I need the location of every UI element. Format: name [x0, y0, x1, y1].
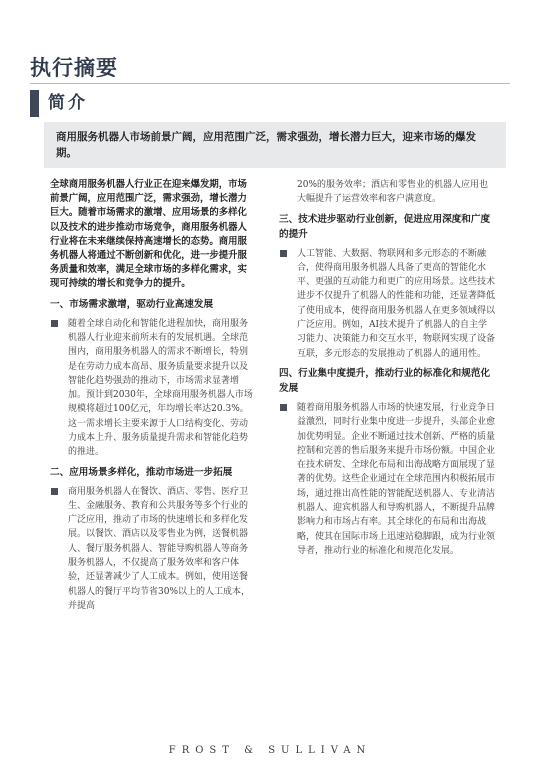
heading-industry-concentration: 四、行业集中度提升，推动行业的标准化和规范化发展: [279, 367, 491, 394]
heading-technology: 三、技术进步驱动行业创新，促进应用深度和广度的提升: [279, 213, 491, 240]
summary-highlight-box: [44, 122, 506, 168]
square-bullet-icon: [280, 404, 287, 411]
bullet-industry-concentration: [279, 401, 495, 558]
bullet-technology: [279, 247, 495, 361]
square-bullet-icon: [51, 320, 58, 327]
heading-application-scenarios: 二、应用场景多样化，推动市场进一步拓展: [50, 466, 233, 478]
left-column: [50, 178, 255, 617]
bullet-text: 随着全球自动化和智能化进程加快，商用服务机器人行业迎来前所未有的发展机遇。全球范围内，商用服务机器人的需求不断增长，特别是在劳动力成本高昂、服务质量要求提升以及智能化趋势强劲的推动下，市场需求显著增加。预计到2030年，全球商用服务机器人市场规模将超过100亿元，年均增长率达20.3%。这一需求增长主要来源于人口结构变化、劳动力成本上升、服务质量提升需求和智能化趋势的推进。: [68, 318, 253, 458]
bullet-text: 随着商用服务机器人市场的快速发展，行业竞争日益激烈，同时行业集中度进一步提升，头部企业愈加优势明显。企业不断通过技术创新、严格的质量控制和完善的售后服务来提升市场份额。中国企业在技术研发、全球化布局和出海战略方面展现了显著的优势。这些企业通过在全球范围内积极拓展市场，通过推出高性能的智能配送机器人、专业清洁机器人、迎宾机器人和导购机器人，不断提升品牌影响力和市场占有率。其全球化的布局和出海战略，使其在国际市场上迅速站稳脚跟，成为行业领导者，推动行业的标准化和规范化发展。: [297, 402, 496, 556]
square-bullet-icon: [280, 250, 287, 257]
continued-paragraph: 20%的服务效率；酒店和零售业的机器人应用也大幅提升了运营效率和客户满意度。: [297, 180, 489, 205]
square-bullet-icon: [51, 488, 58, 495]
section-title: 简介: [48, 93, 88, 113]
section-marker: [30, 90, 39, 117]
heading-market-demand: 一、市场需求激增，驱动行业高速发展: [50, 298, 214, 310]
summary-highlight-text: 商用服务机器人市场前景广阔，应用范围广泛，需求强劲，增长潜力巨大，迎来市场的爆发期。: [56, 131, 476, 159]
right-column: [279, 178, 495, 562]
bullet-application-scenarios: [50, 485, 255, 614]
page-title: 执行摘要: [30, 55, 118, 80]
title-divider: [30, 83, 510, 84]
lead-paragraph: 全球商用服务机器人行业正在迎来爆发期，市场前景广阔，应用范围广泛，需求强劲，增长潜力巨大。随着市场需求的激增、应用场景的多样化以及技术的进步推动市场竞争，商用服务机器人行业将在未来继续保持高速增长的态势。商用服务机器人将通过不断创新和优化，进一步提升服务质量和效率，满足全球市场的多样化需求，实现可持续的增长和竞争力的提升。: [50, 179, 247, 290]
bullet-text: 商用服务机器人在餐饮、酒店、零售、医疗卫生、金融服务、教育和公共服务等多个行业的广泛应用，推动了市场的快速增长和多样化发展。以餐饮、酒店以及零售业为例，送餐机器人、餐厅服务机器人、智能导购机器人等商务服务机器人，不仅提高了服务效率和客户体验，还显著减少了人工成本。例如，使用送餐机器人的餐厅平均节省30%以上的人工成本，并提高: [68, 486, 251, 611]
bullet-market-demand: [50, 317, 255, 460]
footer-brand: FROST & SULLIVAN: [168, 745, 372, 756]
bullet-text: 人工智能、大数据、物联网和多元形态的不断融合，使得商用服务机器人具备了更高的智能化水平、更强的互动能力和更广的应用场景。这些技术进步不仅提升了机器人的性能和功能，还显著降低了使用成本，使得商用服务机器人在更多领域得以广泛应用。例如，AI技术提升了机器人的自主学习能力、决策能力和交互水平，物联网实现了设备互联，多元形态的发展推动了机器人的通用性。: [297, 248, 496, 359]
